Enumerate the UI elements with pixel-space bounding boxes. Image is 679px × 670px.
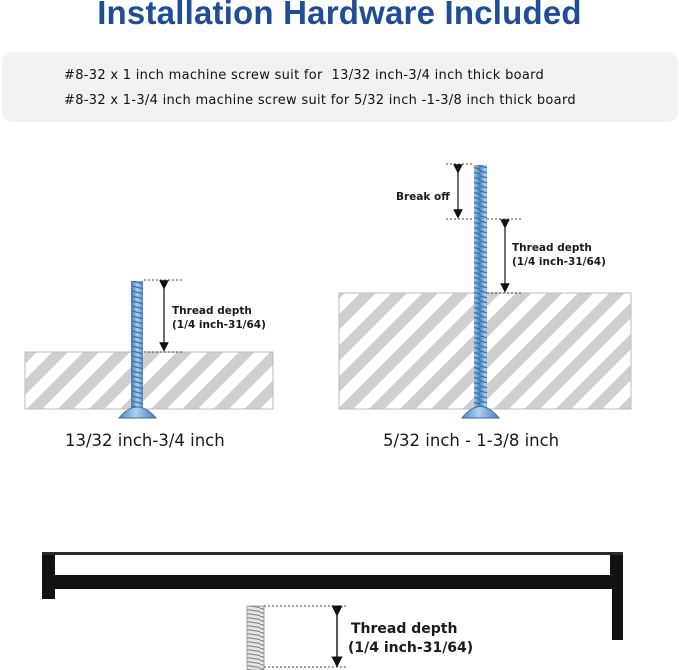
left-thread-label-1: Thread depth [172,305,252,317]
bottom-thread-label-1: Thread depth [351,621,458,637]
page-title: Installation Hardware Included [97,0,582,31]
right-break-off-label: Break off [396,191,450,203]
info-line-short-screw: #8-32 x 1 inch machine screw suit for 13/32 inch-3/4 inch thick board [64,68,545,83]
info-line-long-screw: #8-32 x 1-3/4 inch machine screw suit for 5/32 inch -1-3/8 inch thick board [64,93,576,108]
right-break-off-dimension [446,164,474,219]
bottom-thread-label-2: (1/4 inch-31/64) [348,640,474,656]
right-thread-label-1: Thread depth [512,242,592,254]
handle-bar-icon [42,552,623,640]
right-caption: 5/32 inch - 1-3/8 inch [383,431,560,450]
left-thread-label-2: (1/4 inch-31/64) [172,319,266,331]
left-board [25,352,273,409]
left-caption: 13/32 inch-3/4 inch [65,431,225,450]
bottom-thread-depth-dimension [264,606,346,667]
right-thread-label-2: (1/4 inch-31/64) [512,256,606,268]
bottom-thread-stud-icon [247,606,264,670]
